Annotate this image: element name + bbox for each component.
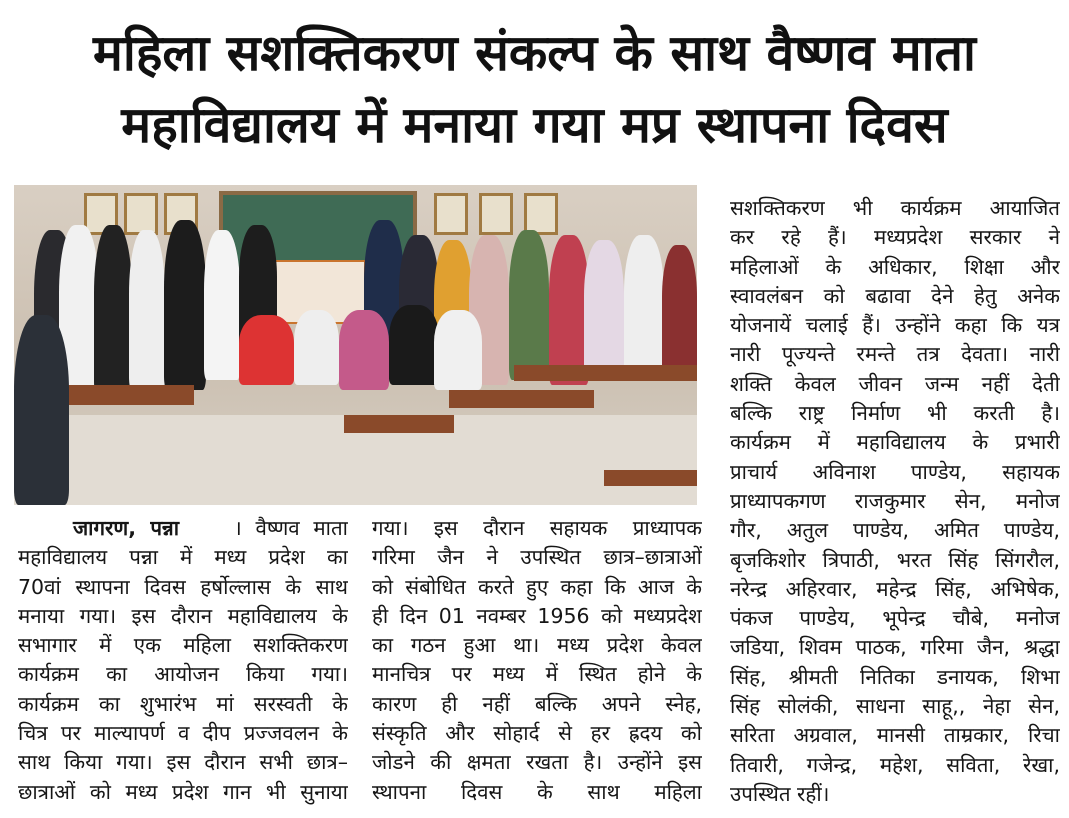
article-line: बल्कि राष्ट्र निर्माण भी करती है।: [730, 401, 1060, 426]
portrait-frame: [434, 193, 468, 235]
article-column-1: [18, 514, 348, 807]
dateline: जागरण, पन्ना: [72, 516, 180, 540]
article-line: कार्यक्रम का आयोजन किया गया।: [18, 662, 348, 687]
article-line: उपस्थित रहीं।: [730, 781, 830, 806]
article-line: संस्कृति और सोहार्द से हर ह्रदय को: [372, 721, 702, 746]
article-line: जोडने की क्षमता रखता है। उन्होंने इस: [372, 750, 702, 775]
article-line: सभागार में एक महिला सशक्तिकरण: [18, 633, 348, 658]
photographer-silhouette: [14, 315, 69, 505]
article-line: बृजकिशोर त्रिपाठी, भरत सिंह सिंगरौल,: [730, 547, 1060, 572]
article-line: स्वावलंबन को बढावा देने हेतु अनेक: [730, 283, 1060, 308]
article-line: महिलाओं के अधिकार, शिक्षा और: [730, 254, 1060, 279]
portrait-frame: [524, 193, 558, 235]
portrait-frame: [124, 193, 158, 235]
article-line: कार्यक्रम में महाविद्यालय के प्रभारी: [730, 430, 1060, 455]
article-line: गरिमा जैन ने उपस्थित छात्र–छात्राओं: [372, 545, 702, 570]
article-line: साथ किया गया। इस दौरान सभी छात्र–: [18, 750, 348, 775]
article-line: ही दिन 01 नवम्बर 1956 को मध्यप्रदेश: [372, 603, 702, 628]
article-column-2: [372, 514, 702, 807]
article-line: जडिया, शिवम पाठक, गरिमा जैन, श्रद्धा: [730, 635, 1060, 660]
headline-line-2: महाविद्यालय में मनाया गया मप्र स्थापना दिवस: [121, 96, 948, 154]
article-line: महाविद्यालय पन्ना में मध्य प्रदेश का: [18, 545, 348, 570]
portrait-frame: [479, 193, 513, 235]
article-line: मनाया गया। इस दौरान महाविद्यालय के: [18, 603, 348, 628]
event-photo: [14, 185, 697, 505]
article-line: सिंह, श्रीमती नितिका डनायक, शिभा: [730, 664, 1060, 689]
article-line: कर रहे हैं। मध्यप्रदेश सरकार ने: [730, 225, 1060, 250]
article-line: कार्यक्रम का शुभारंभ मां सरस्वती के: [18, 691, 348, 716]
article-line: जागरण, पन्ना । वैष्णव माता: [72, 516, 348, 540]
article-line: सशक्तिकरण भी कार्यक्रम आयाजित: [730, 196, 1060, 220]
article-line: प्राचार्य अविनाश पाण्डेय, सहायक: [730, 459, 1060, 484]
article-line: सिंह सोलंकी, साधना साहू,, नेहा सेन,: [730, 694, 1060, 719]
article-line: को संबोधित करते हुए कहा कि आज के: [372, 574, 702, 599]
article-line: कारण ही नहीं बल्कि अपने स्नेह,: [372, 691, 702, 716]
article-line: नारी पूज्यन्ते रमन्ते तत्र देवता। नारी: [730, 342, 1060, 367]
article-line: गौर, अतुल पाण्डेय, अमित पाण्डेय,: [730, 518, 1060, 543]
article-column-3: [730, 194, 1060, 809]
headline-line-1: महिला सशक्तिकरण संकल्प के साथ वैष्णव माता: [92, 24, 977, 82]
article-line: प्राध्यापकगण राजकुमार सेन, मनोज: [730, 488, 1060, 513]
article-line: योजनायें चलाई हैं। उन्होंने कहा कि यत्र: [730, 313, 1060, 338]
article-line: पंकज पाण्डेय, भूपेन्द्र चौबे, मनोज: [730, 606, 1060, 631]
article-line: छात्राओं को मध्य प्रदेश गान भी सुनाया: [18, 779, 348, 804]
article-line: मानचित्र पर मध्य में स्थित होने के: [372, 662, 702, 687]
article-line: तिवारी, गजेन्द्र, महेश, सविता, रेखा,: [730, 752, 1060, 777]
article-line: नरेन्द्र अहिरवार, महेन्द्र सिंह, अभिषेक,: [730, 576, 1060, 601]
article-line: शक्ति केवल जीवन जन्म नहीं देती: [730, 371, 1060, 396]
article-line: गया। इस दौरान सहायक प्राध्यापक: [372, 516, 702, 540]
article-line: सरिता अग्रवाल, मानसी ताम्रकार, रिचा: [730, 723, 1060, 748]
article-line: स्थापना दिवस के साथ महिला: [372, 779, 702, 804]
article-line: चित्र पर माल्यापर्ण व दीप प्रज्जवलन के: [18, 721, 348, 746]
article-line: 70वां स्थापना दिवस हर्षोल्लास के साथ: [18, 574, 348, 599]
article-line: का गठन हुआ था। मध्य प्रदेश केवल: [372, 633, 702, 658]
